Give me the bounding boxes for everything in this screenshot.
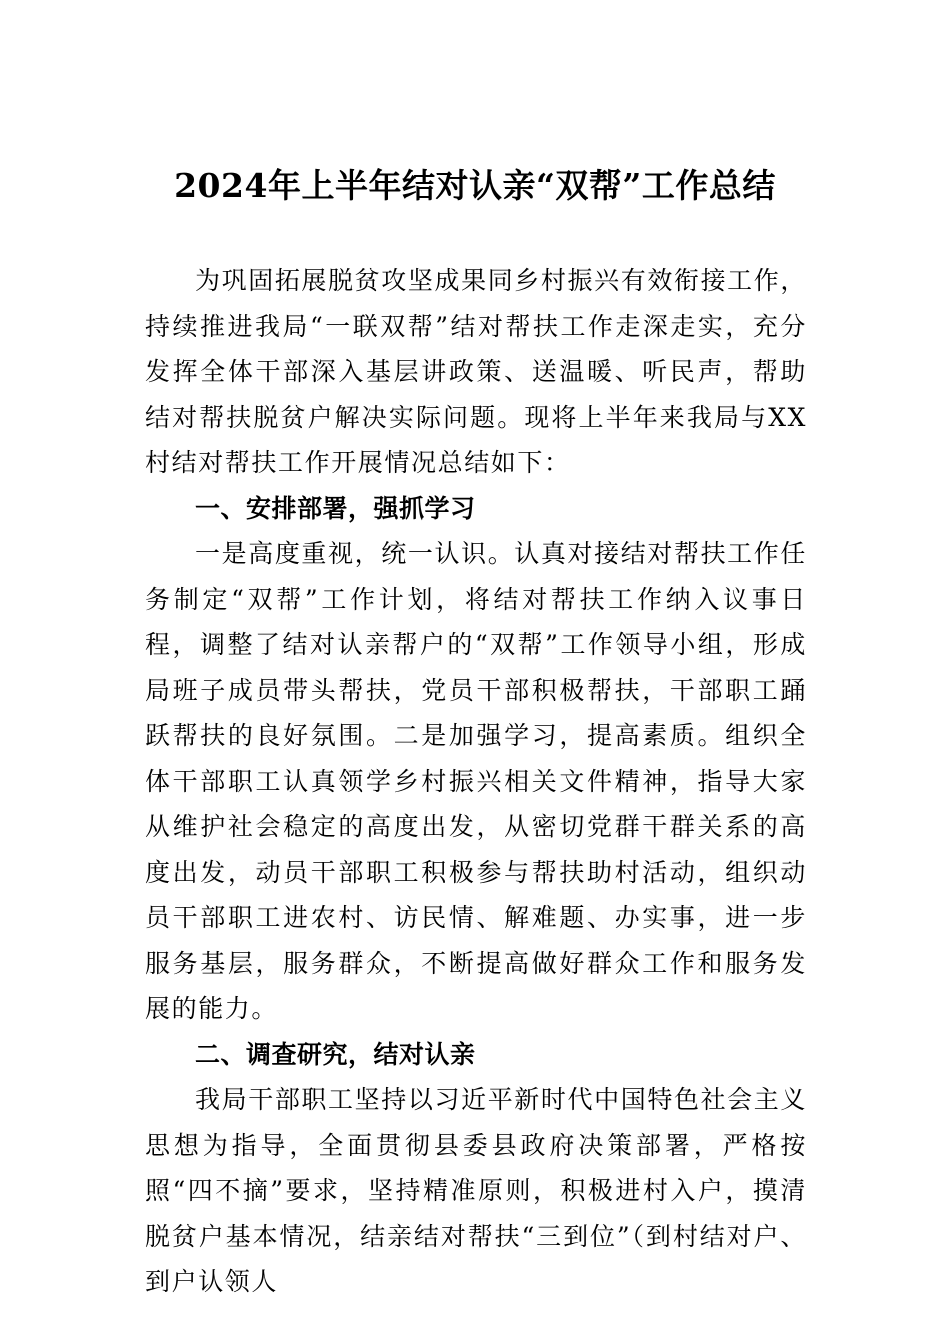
section-1-paragraph: 一是高度重视，统一认识。认真对接结对帮扶工作任务制定“双帮”工作计划，将结对帮扶工作纳入议事日程，调整了结对认亲帮户的“双帮”工作领导小组，形成局班子成员带头帮扶，党员干部积极帮扶，干部职工踊跃帮扶的良好氛围。二是加强学习，提高素质。组织全体干部职工认真领学乡村振兴相关文件精神，指导大家从维护社会稳定的高度出发，从密切党群干群关系的高度出发，动员干部职工积极参与帮扶助村活动，组织动员干部职工进农村、访民情、解难题、办实事，进一步服务基层，服务群众，不断提高做好群众工作和服务发展的能力。 [145, 539, 807, 1023]
document-title: 2024年上半年结对认亲“双帮”工作总结 [174, 166, 776, 205]
section-2-heading: 二、调查研究，结对认亲 [195, 1039, 476, 1069]
section-2-paragraph: 我局干部职工坚持以习近平新时代中国特色社会主义思想为指导，全面贯彻县委县政府决策部署，严格按照“四不摘”要求，坚持精准原则，积极进村入户，摸清脱贫户基本情况，结亲结对帮扶“三到位”（到村结对户、到户认领人 [145, 1085, 807, 1296]
intro-paragraph: 为巩固拓展脱贫攻坚成果同乡村振兴有效衔接工作，持续推进我局“一联双帮”结对帮扶工作走深走实，充分发挥全体干部深入基层讲政策、送温暖、听民声，帮助结对帮扶脱贫户解决实际问题。现将上半年来我局与XX村结对帮扶工作开展情况总结如下： [145, 266, 807, 477]
section-1-heading: 一、安排部署，强抓学习 [195, 493, 476, 523]
document-body [145, 258, 807, 1305]
